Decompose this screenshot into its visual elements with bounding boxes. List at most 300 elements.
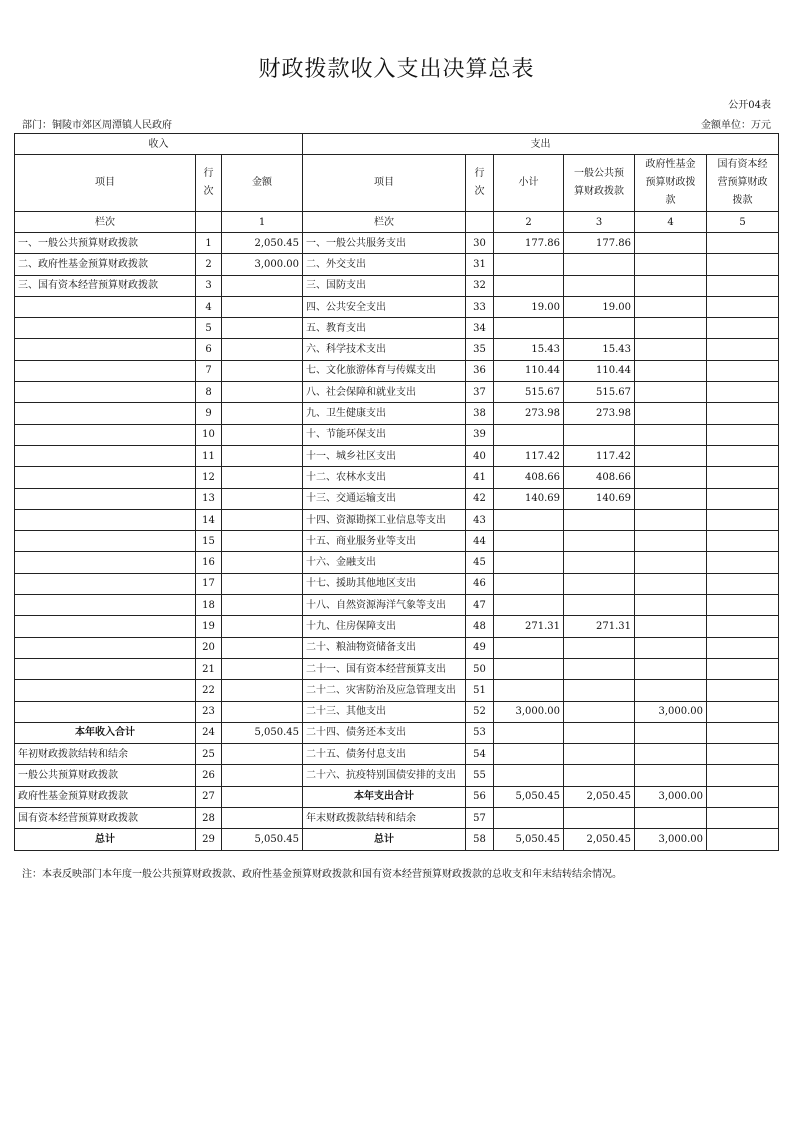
- table-row: [15, 531, 779, 552]
- income-line-no-cell: 16: [196, 552, 222, 573]
- gov-fund-cell: [635, 744, 707, 765]
- general-budget-cell: [564, 765, 635, 786]
- gov-fund-cell: [635, 233, 707, 254]
- income-item-cell: 本年收入合计: [15, 722, 196, 743]
- general-budget-cell: [564, 701, 635, 722]
- income-line-no-cell: 3: [196, 275, 222, 296]
- expense-item-cell: 十六、金融支出: [303, 552, 466, 573]
- gov-fund-cell: 3,000.00: [635, 786, 707, 807]
- expense-item-cell: 三、国防支出: [303, 275, 466, 296]
- expense-item-cell: 四、公共安全支出: [303, 296, 466, 317]
- expense-line-no-cell: 48: [466, 616, 494, 637]
- subtotal-cell: [494, 424, 564, 445]
- expense-item-cell: 十三、交通运输支出: [303, 488, 466, 509]
- income-amount-cell: [222, 509, 303, 530]
- expense-item-cell: 二十三、其他支出: [303, 701, 466, 722]
- state-capital-cell: [707, 233, 779, 254]
- gov-fund-cell: [635, 360, 707, 381]
- expense-item-cell: 二十、粮油物资储备支出: [303, 637, 466, 658]
- table-row: [15, 786, 779, 807]
- expense-line-no-cell: 31: [466, 254, 494, 275]
- expense-item-cell: 十四、资源勘探工业信息等支出: [303, 509, 466, 530]
- income-item-cell: 年初财政拨款结转和结余: [15, 744, 196, 765]
- income-item-cell: [15, 403, 196, 424]
- state-capital-cell: [707, 808, 779, 829]
- general-budget-cell: [564, 808, 635, 829]
- general-budget-cell: 140.69: [564, 488, 635, 509]
- expense-line-no-cell: 35: [466, 339, 494, 360]
- income-line-no-cell: 21: [196, 658, 222, 679]
- income-item-cell: [15, 488, 196, 509]
- income-line-no-cell: 11: [196, 445, 222, 466]
- subtotal-cell: 273.98: [494, 403, 564, 424]
- income-amount-cell: [222, 360, 303, 381]
- general-budget-cell: 408.66: [564, 467, 635, 488]
- gov-fund-cell: [635, 424, 707, 445]
- income-amount-cell: 5,050.45: [222, 722, 303, 743]
- gov-fund-cell: [635, 573, 707, 594]
- income-item-cell: 政府性基金预算财政拨款: [15, 786, 196, 807]
- table-row: [15, 722, 779, 743]
- subtotal-cell: [494, 552, 564, 573]
- income-item-cell: [15, 382, 196, 403]
- state-capital-cell: [707, 658, 779, 679]
- gov-fund-cell: [635, 595, 707, 616]
- income-amount-cell: [222, 701, 303, 722]
- header-line-no: 行次: [196, 155, 222, 212]
- income-amount-cell: [222, 531, 303, 552]
- state-capital-cell: [707, 573, 779, 594]
- table-row: [15, 467, 779, 488]
- general-budget-cell: [564, 744, 635, 765]
- header-amount: 金额: [222, 155, 303, 212]
- income-item-cell: [15, 531, 196, 552]
- income-line-no-cell: 7: [196, 360, 222, 381]
- gov-fund-cell: [635, 467, 707, 488]
- header-row-3: [15, 212, 779, 233]
- income-line-no-cell: 13: [196, 488, 222, 509]
- expense-item-cell: 一、一般公共服务支出: [303, 233, 466, 254]
- general-budget-cell: 2,050.45: [564, 829, 635, 850]
- table-row: [15, 680, 779, 701]
- income-line-no-cell: 1: [196, 233, 222, 254]
- table-row: [15, 765, 779, 786]
- gov-fund-cell: [635, 637, 707, 658]
- general-budget-cell: 273.98: [564, 403, 635, 424]
- income-amount-cell: 2,050.45: [222, 233, 303, 254]
- footnote: 注：本表反映部门本年度一般公共预算财政拨款、政府性基金预算财政拨款和国有资本经营预算财政拨款的总收支和年末结转结余情况。: [22, 869, 622, 880]
- state-capital-cell: [707, 552, 779, 573]
- income-line-no-cell: 29: [196, 829, 222, 850]
- expense-item-cell: 七、文化旅游体育与传媒支出: [303, 360, 466, 381]
- header-gov-fund: 政府性基金预算财政拨款: [635, 155, 707, 212]
- expense-item-cell: 年末财政拨款结转和结余: [303, 808, 466, 829]
- income-line-no-cell: 14: [196, 509, 222, 530]
- general-budget-cell: 177.86: [564, 233, 635, 254]
- income-item-cell: 总计: [15, 829, 196, 850]
- expense-line-no-cell: 36: [466, 360, 494, 381]
- subtotal-cell: [494, 595, 564, 616]
- income-item-cell: [15, 616, 196, 637]
- general-budget-cell: [564, 531, 635, 552]
- income-amount-cell: [222, 808, 303, 829]
- income-amount-cell: [222, 382, 303, 403]
- income-amount-cell: 5,050.45: [222, 829, 303, 850]
- income-line-no-cell: 27: [196, 786, 222, 807]
- subtotal-cell: [494, 254, 564, 275]
- header-line-no2: 行次: [466, 155, 494, 212]
- general-budget-cell: [564, 573, 635, 594]
- table-row: [15, 318, 779, 339]
- general-budget-cell: 117.42: [564, 445, 635, 466]
- expense-item-cell: 十九、住房保障支出: [303, 616, 466, 637]
- income-amount-cell: [222, 552, 303, 573]
- income-amount-cell: [222, 786, 303, 807]
- subtotal-cell: 5,050.45: [494, 786, 564, 807]
- state-capital-cell: [707, 360, 779, 381]
- state-capital-cell: [707, 701, 779, 722]
- general-budget-cell: [564, 637, 635, 658]
- income-amount-cell: [222, 296, 303, 317]
- expense-item-cell: 十一、城乡社区支出: [303, 445, 466, 466]
- expense-line-no-cell: 54: [466, 744, 494, 765]
- income-amount-cell: [222, 445, 303, 466]
- expense-item-cell: 十、节能环保支出: [303, 424, 466, 445]
- table-row: [15, 701, 779, 722]
- income-line-no-cell: 17: [196, 573, 222, 594]
- general-budget-cell: 515.67: [564, 382, 635, 403]
- general-budget-cell: [564, 424, 635, 445]
- gov-fund-cell: [635, 509, 707, 530]
- state-capital-cell: [707, 296, 779, 317]
- table-row: [15, 744, 779, 765]
- income-item-cell: [15, 445, 196, 466]
- income-amount-cell: [222, 765, 303, 786]
- state-capital-cell: [707, 467, 779, 488]
- header-general-budget: 一般公共预算财政拨款: [564, 155, 635, 212]
- income-amount-cell: [222, 658, 303, 679]
- state-capital-cell: [707, 339, 779, 360]
- col-number-5: 5: [707, 212, 779, 233]
- page-title: 财政拨款收入支出决算总表: [258, 57, 535, 82]
- table-row: [15, 275, 779, 296]
- budget-table: [14, 133, 779, 851]
- expense-line-no-cell: 47: [466, 595, 494, 616]
- table-row: [15, 445, 779, 466]
- income-line-no-cell: 9: [196, 403, 222, 424]
- expense-item-cell: 总计: [303, 829, 466, 850]
- income-item-cell: [15, 573, 196, 594]
- income-item-cell: 一般公共预算财政拨款: [15, 765, 196, 786]
- income-amount-cell: [222, 616, 303, 637]
- col-number-3: 3: [564, 212, 635, 233]
- income-item-cell: [15, 318, 196, 339]
- table-row: [15, 573, 779, 594]
- income-line-no-cell: 4: [196, 296, 222, 317]
- state-capital-cell: [707, 616, 779, 637]
- expense-line-no-cell: 51: [466, 680, 494, 701]
- table-row: [15, 233, 779, 254]
- header-item: 项目: [15, 155, 196, 212]
- general-budget-cell: [564, 680, 635, 701]
- subtotal-cell: 110.44: [494, 360, 564, 381]
- expense-line-no-cell: 34: [466, 318, 494, 339]
- table-row: [15, 637, 779, 658]
- income-item-cell: 三、国有资本经营预算财政拨款: [15, 275, 196, 296]
- gov-fund-cell: [635, 445, 707, 466]
- expense-line-no-cell: 42: [466, 488, 494, 509]
- expense-line-no-cell: 53: [466, 722, 494, 743]
- expense-line-no-cell: 49: [466, 637, 494, 658]
- subtotal-cell: [494, 680, 564, 701]
- gov-fund-cell: [635, 275, 707, 296]
- header-income: 收入: [15, 134, 303, 155]
- expense-line-no-cell: 58: [466, 829, 494, 850]
- table-row: [15, 829, 779, 850]
- income-item-cell: [15, 595, 196, 616]
- expense-line-no-cell: 50: [466, 658, 494, 679]
- subtotal-cell: 515.67: [494, 382, 564, 403]
- state-capital-cell: [707, 722, 779, 743]
- gov-fund-cell: [635, 254, 707, 275]
- expense-line-no-cell: 38: [466, 403, 494, 424]
- general-budget-cell: [564, 722, 635, 743]
- income-item-cell: [15, 658, 196, 679]
- expense-line-no-cell: 37: [466, 382, 494, 403]
- subtotal-cell: [494, 573, 564, 594]
- header-expense: 支出: [303, 134, 779, 155]
- state-capital-cell: [707, 254, 779, 275]
- income-line-no-cell: 24: [196, 722, 222, 743]
- expense-item-cell: 十二、农林水支出: [303, 467, 466, 488]
- table-row: [15, 595, 779, 616]
- income-item-cell: [15, 296, 196, 317]
- subtotal-cell: [494, 509, 564, 530]
- income-line-no-cell: 23: [196, 701, 222, 722]
- expense-item-cell: 本年支出合计: [303, 786, 466, 807]
- state-capital-cell: [707, 595, 779, 616]
- income-item-cell: [15, 509, 196, 530]
- subtotal-cell: 15.43: [494, 339, 564, 360]
- gov-fund-cell: [635, 296, 707, 317]
- subtotal-cell: [494, 722, 564, 743]
- state-capital-cell: [707, 318, 779, 339]
- income-item-cell: [15, 552, 196, 573]
- table-row: [15, 254, 779, 275]
- subtotal-cell: 5,050.45: [494, 829, 564, 850]
- general-budget-cell: [564, 275, 635, 296]
- expense-item-cell: 二、外交支出: [303, 254, 466, 275]
- subtotal-cell: 117.42: [494, 445, 564, 466]
- income-amount-cell: [222, 318, 303, 339]
- header-state-capital: 国有资本经营预算财政拨款: [707, 155, 779, 212]
- header-row-1: [15, 134, 779, 155]
- state-capital-cell: [707, 637, 779, 658]
- income-line-no-cell: 6: [196, 339, 222, 360]
- expense-item-cell: 八、社会保障和就业支出: [303, 382, 466, 403]
- income-line-no-cell: 15: [196, 531, 222, 552]
- expense-line-no-cell: 45: [466, 552, 494, 573]
- table-row: [15, 360, 779, 381]
- general-budget-cell: [564, 318, 635, 339]
- income-line-no-cell: 19: [196, 616, 222, 637]
- table-row: [15, 488, 779, 509]
- expense-line-no-cell: 40: [466, 445, 494, 466]
- income-line-no-cell: 26: [196, 765, 222, 786]
- general-budget-cell: [564, 552, 635, 573]
- income-item-cell: [15, 424, 196, 445]
- gov-fund-cell: 3,000.00: [635, 829, 707, 850]
- income-amount-cell: [222, 680, 303, 701]
- income-line-no-cell: 8: [196, 382, 222, 403]
- general-budget-cell: 19.00: [564, 296, 635, 317]
- income-amount-cell: [222, 403, 303, 424]
- income-item-cell: 二、政府性基金预算财政拨款: [15, 254, 196, 275]
- table-row: [15, 552, 779, 573]
- form-code: 公开04表: [728, 100, 771, 111]
- gov-fund-cell: [635, 552, 707, 573]
- income-item-cell: [15, 360, 196, 381]
- state-capital-cell: [707, 829, 779, 850]
- general-budget-cell: 15.43: [564, 339, 635, 360]
- gov-fund-cell: [635, 339, 707, 360]
- gov-fund-cell: [635, 403, 707, 424]
- subtotal-cell: [494, 808, 564, 829]
- gov-fund-cell: 3,000.00: [635, 701, 707, 722]
- state-capital-cell: [707, 531, 779, 552]
- gov-fund-cell: [635, 808, 707, 829]
- income-line-no-cell: 12: [196, 467, 222, 488]
- col-label-blank: [196, 212, 222, 233]
- col-number-4: 4: [635, 212, 707, 233]
- subtotal-cell: 140.69: [494, 488, 564, 509]
- expense-line-no-cell: 30: [466, 233, 494, 254]
- state-capital-cell: [707, 382, 779, 403]
- gov-fund-cell: [635, 722, 707, 743]
- income-line-no-cell: 18: [196, 595, 222, 616]
- expense-line-no-cell: 52: [466, 701, 494, 722]
- state-capital-cell: [707, 786, 779, 807]
- income-amount-cell: [222, 573, 303, 594]
- subtotal-cell: 271.31: [494, 616, 564, 637]
- subtotal-cell: 177.86: [494, 233, 564, 254]
- income-amount-cell: [222, 595, 303, 616]
- income-item-cell: 国有资本经营预算财政拨款: [15, 808, 196, 829]
- col-label-2: 栏次: [303, 212, 466, 233]
- expense-item-cell: 十五、商业服务业等支出: [303, 531, 466, 552]
- col-number-1: 1: [222, 212, 303, 233]
- state-capital-cell: [707, 275, 779, 296]
- general-budget-cell: [564, 595, 635, 616]
- income-line-no-cell: 25: [196, 744, 222, 765]
- general-budget-cell: 271.31: [564, 616, 635, 637]
- expense-line-no-cell: 44: [466, 531, 494, 552]
- expense-item-cell: 九、卫生健康支出: [303, 403, 466, 424]
- income-amount-cell: [222, 339, 303, 360]
- expense-line-no-cell: 57: [466, 808, 494, 829]
- expense-item-cell: 十七、援助其他地区支出: [303, 573, 466, 594]
- table-row: [15, 296, 779, 317]
- state-capital-cell: [707, 680, 779, 701]
- subtotal-cell: 19.00: [494, 296, 564, 317]
- income-line-no-cell: 20: [196, 637, 222, 658]
- income-item-cell: [15, 467, 196, 488]
- expense-line-no-cell: 32: [466, 275, 494, 296]
- expense-line-no-cell: 33: [466, 296, 494, 317]
- general-budget-cell: [564, 509, 635, 530]
- subtotal-cell: [494, 744, 564, 765]
- income-amount-cell: [222, 488, 303, 509]
- gov-fund-cell: [635, 658, 707, 679]
- subtotal-cell: [494, 275, 564, 296]
- expense-item-cell: 二十六、抗疫特别国债安排的支出: [303, 765, 466, 786]
- expense-line-no-cell: 39: [466, 424, 494, 445]
- income-amount-cell: [222, 275, 303, 296]
- table-row: [15, 403, 779, 424]
- income-item-cell: [15, 339, 196, 360]
- expense-item-cell: 六、科学技术支出: [303, 339, 466, 360]
- subtotal-cell: 408.66: [494, 467, 564, 488]
- header-item2: 项目: [303, 155, 466, 212]
- income-item-cell: 一、一般公共预算财政拨款: [15, 233, 196, 254]
- expense-line-no-cell: 43: [466, 509, 494, 530]
- table-row: [15, 658, 779, 679]
- expense-line-no-cell: 56: [466, 786, 494, 807]
- general-budget-cell: [564, 658, 635, 679]
- gov-fund-cell: [635, 318, 707, 339]
- table-row: [15, 509, 779, 530]
- expense-item-cell: 二十一、国有资本经营预算支出: [303, 658, 466, 679]
- unit-label: 金额单位：万元: [701, 120, 771, 131]
- state-capital-cell: [707, 509, 779, 530]
- gov-fund-cell: [635, 680, 707, 701]
- income-amount-cell: [222, 744, 303, 765]
- header-row-2: [15, 155, 779, 212]
- state-capital-cell: [707, 744, 779, 765]
- expense-item-cell: 二十二、灾害防治及应急管理支出: [303, 680, 466, 701]
- income-line-no-cell: 10: [196, 424, 222, 445]
- general-budget-cell: [564, 254, 635, 275]
- header-subtotal: 小计: [494, 155, 564, 212]
- subtotal-cell: 3,000.00: [494, 701, 564, 722]
- subtotal-cell: [494, 531, 564, 552]
- state-capital-cell: [707, 445, 779, 466]
- subtotal-cell: [494, 658, 564, 679]
- expense-item-cell: 二十四、债务还本支出: [303, 722, 466, 743]
- expense-item-cell: 五、教育支出: [303, 318, 466, 339]
- subtotal-cell: [494, 318, 564, 339]
- income-amount-cell: 3,000.00: [222, 254, 303, 275]
- income-item-cell: [15, 680, 196, 701]
- gov-fund-cell: [635, 488, 707, 509]
- income-line-no-cell: 2: [196, 254, 222, 275]
- state-capital-cell: [707, 488, 779, 509]
- expense-line-no-cell: 46: [466, 573, 494, 594]
- expense-item-cell: 十八、自然资源海洋气象等支出: [303, 595, 466, 616]
- table-row: [15, 424, 779, 445]
- income-amount-cell: [222, 467, 303, 488]
- income-amount-cell: [222, 424, 303, 445]
- gov-fund-cell: [635, 531, 707, 552]
- subtotal-cell: [494, 765, 564, 786]
- col-label: 栏次: [15, 212, 196, 233]
- table-row: [15, 808, 779, 829]
- expense-item-cell: 二十五、债务付息支出: [303, 744, 466, 765]
- state-capital-cell: [707, 424, 779, 445]
- income-amount-cell: [222, 637, 303, 658]
- state-capital-cell: [707, 765, 779, 786]
- table-row: [15, 616, 779, 637]
